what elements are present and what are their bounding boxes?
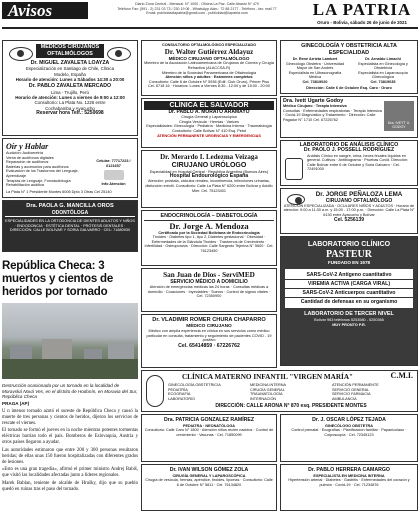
test-item: VIREMIA ACTIVA (CARGA VIRAL) <box>285 279 413 288</box>
test-item: SARS-CoV-2 Antígeno cuantitativo <box>306 272 392 278</box>
phone-number: Cel. 73819020 <box>302 79 328 84</box>
ad-clinica-materno-infantil <box>141 370 418 412</box>
clinic-address: DIRECCIÓN: CALLE ARONA N° 870 esq. PRESIDENTE MONTES <box>215 402 367 409</box>
ad-line: Especialidades: Ginecología · Pediatría · Medicina Interna · Traumatología <box>146 124 272 129</box>
ad-subtitle: SERVICIO MÉDICO A DOMICILIO <box>170 279 248 285</box>
ad-title: MÉDICOS CIRUJANOS <box>36 44 104 51</box>
doctor-name: Dr. J. OSCAR LÓPEZ TEJADA <box>312 417 386 423</box>
ad-oftalmologos <box>2 40 138 136</box>
ad-title: LABORATORIO DE ANÁLISIS CLÍNICO <box>299 142 399 148</box>
ad-description: Tiroides · Diabetes tipo 1, tipo 2, Diabetes gestacional · Obesidad · Enfermedades de la Glándula Tiroides · Trastornos de Crecimiento · Infertilidad · Osteoporosis · Dirección: Calle Sargento Tejerina N° 5600 · Cel. 76123450 <box>144 235 274 253</box>
ad-line: Miembro de la Asociación Latinoamericana de Cirujanos de Córnea y Cirugía Refractiva (ALACCSA-R) <box>144 61 274 70</box>
ad-line: Cirugía General y Laparoscópica <box>181 115 237 120</box>
doctor-name: Dr. René Arrieta Lambert <box>292 57 338 61</box>
ad-description: Análisis Clínico en sangre, orina, heces fecales líquidos en general. Cultivos · Antibiograma · Pruebas Covid. Dirección: Calle Bolívar entre 6 de Octubre y Soria Galvarro · Cel. 72491000 <box>307 153 409 172</box>
doctor-name: Dr. IVAN WILSON GÓMEZ ZOLA <box>169 467 249 473</box>
ad-clinica-salvador <box>141 98 277 148</box>
service-item: Reparación de audífonos <box>6 160 49 165</box>
section-title: Avisos <box>2 2 88 19</box>
services-right <box>332 383 414 401</box>
service-item: CIRUGÍA GENERAL <box>250 387 285 392</box>
trees-shape <box>2 359 138 379</box>
service-item: PEDIATRÍA <box>168 387 188 392</box>
doctor-name: Dr. PABLO HERRERA CAMARGO <box>308 467 390 473</box>
service-item: MEDICINA INTERNA <box>250 383 287 387</box>
doctor-credential: Certificado por la Sociedad Boliviana de Endocrinología <box>158 230 260 235</box>
service-item: Venta de audífonos digitales <box>6 155 54 160</box>
service-item: SERVICIO FARMACIA <box>332 392 371 397</box>
lab-level: LABORATORIO DE TERCER NIVEL <box>304 311 394 317</box>
service-item: TRAUMATOLOGÍA <box>250 392 283 397</box>
ad-consultorio-gutierrez <box>141 40 277 96</box>
ad-ugarte-godoy <box>280 96 418 138</box>
doctor-name: Dr. MIGUEL ZAVALETA LOAYZA <box>30 60 110 66</box>
business-name: PASTEUR <box>326 249 372 260</box>
business-name: Oír y Hablar <box>6 142 49 151</box>
doctor-specialty: CIRUJANO OFTALMÓLOGO <box>325 197 393 204</box>
doctor-specialty: PEDIATRA · NEONATÓLOGA <box>182 423 236 428</box>
header-info-line: Diario Zona Central - Mensual. N° 1000 - Oficina La Paz. Calle Abasto N° 470 <box>135 2 259 6</box>
ad-title: LABORATORIO CLÍNICO <box>307 241 391 248</box>
services-left <box>168 383 246 401</box>
ad-pediatra <box>141 414 277 462</box>
service-item: Terapias de Lenguaje, Fonoaudiología <box>6 178 71 183</box>
doctor-credential: Especialización en Santiago de Chile, Clínica <box>25 66 115 72</box>
ad-title: CLÍNICA EL SALVADOR <box>144 101 274 110</box>
doctor-credential: Especialidad en Hospital Central · República Argentina (Buenos Aires) <box>149 169 269 174</box>
office-address: Cochabamba y Ayacucho <box>45 105 95 111</box>
newspaper-logo: LA PATRIA <box>312 0 412 19</box>
doctor-name: Dr. PABLO ZAVALETA MERCADO <box>28 83 112 90</box>
phone-number: Cel. 73819035 <box>370 79 396 84</box>
doctor-name: Dr. Merardo I. Ledezma Veizaga <box>160 153 258 161</box>
business-name: San Juan de Dios - ServiMED <box>163 271 255 279</box>
eye-icon <box>107 47 131 61</box>
doctor-name: Dra. Ivett Ugarte Godoy <box>283 98 344 104</box>
service-item: LABORATORIO <box>168 396 196 401</box>
contact-block <box>91 159 136 187</box>
ad-line: Miembro de la Sociedad Panamericana de Oftalmología <box>161 70 257 75</box>
photo-caption: Destrucción ocasionada por un tornado en la localidad de Moravská Nová Ves, en el distrito de Hodonín, en Moravia del Sur, República Checa <box>2 383 138 400</box>
ad-title: GINECOLOGÍA Y OBSTETRICIA ALTA ESPECIALIDAD <box>301 43 397 56</box>
ad-laboratorio-pasteur <box>280 236 418 366</box>
clinic-name: CLÍNICA MATERNO INFANTIL "VIRGEN MARÍA" <box>181 373 354 381</box>
mother-child-icon <box>146 375 164 407</box>
doctor-name: Dr. Arnaldo Limachi <box>365 57 401 61</box>
eye-icon <box>9 47 33 61</box>
office-address: Dirección: Calle 6 de Octubre Esq. Caro · Oruro <box>306 86 392 91</box>
news-article <box>2 260 138 512</box>
ad-line: Cel. 6718 16 · Horarios: Lunes a Viernes 8:30 - 12:00 y de 15:00 - 20:00 <box>148 84 270 89</box>
office-address: La Plata N° 1 Presidente Montes 6006 Dpto 3 Otras Cel 25140 <box>6 190 112 195</box>
ad-ginecologia <box>280 40 418 94</box>
phone-number: Cel. 65414859 · 67226762 <box>178 343 240 350</box>
service-item: ATENCIÓN PERMANENTE <box>332 383 379 387</box>
ad-description: Atención de emergencias médicas las 24 horas · Consultas médicas a domicilio · Curaciones · Inyectables · Sueros · Control de signos vitales · Cel. 72350900 <box>147 285 271 299</box>
doctor-specialty: CIRUGÍA GENERAL Y LAPAROSCÓPICA <box>172 473 246 478</box>
service-item: Rehabilitación auditiva <box>6 183 44 188</box>
eye-icon <box>287 194 305 205</box>
header-info <box>92 2 302 16</box>
office-address: Bolívar 963 teléfonos 5253580 - 5250366 <box>314 318 384 322</box>
ad-description: Cirugía de vesícula, hernias, apéndice, tiroides, lipomas · Consultorio: Calle 6 de Octubre N° 5811 · Cel. 76134820 <box>145 478 273 487</box>
doctor-name: Dr. PAOLO J. POSSELL RODRÍGUEZ <box>303 147 395 154</box>
page-header <box>0 0 420 38</box>
service-item: Evaluación de los Trastornos del Lenguaje, Aprendizaje <box>6 169 79 178</box>
article-paragraph: Marek Bablan, teniente de alcalde de Hrušky, dijo que su pueblo quedó en ruinas tras el paso del tornado. <box>2 480 138 492</box>
phone-number: Cel. 5256139 <box>333 216 365 223</box>
ad-cirujano-gomez <box>141 464 277 511</box>
building-shape <box>42 339 72 361</box>
service-item: INTERNACIÓN <box>250 396 277 401</box>
test-item: SARS-CoV-2 Anticuerpos cuantitativo <box>285 288 413 297</box>
ad-description: Control prenatal · Ecografías · Planificación familiar · Papanicolaou · Colposcopía · Cel. 72345123 <box>291 428 407 437</box>
ad-description: Hipertensión arterial · Diabetes · Gastritis · Enfermedades del corazón y pulmón · Covid-19 · Cel. 71234876 <box>288 478 410 487</box>
office-hours: Horario de atención: Lunes a Sábados 14:30 a 20:00 <box>15 77 125 82</box>
ad-line: Atención niños y adultos · Exámenes completos <box>165 75 253 80</box>
doctor-credential: Lima - Trujillo, Perú <box>51 89 89 95</box>
doctor-specialty: Médico Cirujano · Terapia Intensiva <box>283 104 347 109</box>
ad-penaloza <box>280 188 418 234</box>
ad-line: Cirugía Vesícula · Hernias · Varices <box>179 119 239 124</box>
ad-description: ATENCIÓN ESPECIALIZADA · OCULARES NIÑOS Y ADULTOS · Horario de atención: 9:00 a 11:30 a.m. y 15:00 - 17:00 p.m. · Dirección: Calle La Plata N° 6130 entre Ayacucho y Bolívar <box>283 203 415 217</box>
ad-endocrinologia <box>141 210 277 266</box>
doctor-name: Dr. JORGE PEÑALOZA LEMA <box>315 191 403 198</box>
doctor-specialty: CIRUJANO URÓLOGO <box>171 161 247 169</box>
ad-header: CONSULTORIO OFTALMOLÓGICO ESPECIALIZADO <box>161 43 257 47</box>
doctor-name: Dra. PAOLA G. MANCILLA OROS <box>26 203 114 209</box>
doctor-photo <box>384 101 414 131</box>
doctor-specialty: MÉDICO CIRUJANO <box>186 324 232 329</box>
doctor-specialty: ESPECIALISTA EN MEDICINA INTERNA <box>313 473 385 478</box>
header-info-line: Teléfono Fax: (591 - 2) 231 03 73 / 230 19 06 - WhatsApp Adm.: 72 88 2177 - Teléfono - fax: mail 77 <box>117 6 277 11</box>
ad-line: Consultorio: Calle 6 de Octubre N° 5936 (Edif. Club Oruro), Primer Piso <box>148 79 270 84</box>
doctor-credential: Especialista en Ultrasonografía Médica <box>288 70 342 80</box>
ad-internista-herrera <box>280 464 418 511</box>
ad-title: OFTALMÓLOGOS <box>36 51 104 58</box>
ad-note: ATENCIÓN PERMANENTE URGENCIAS Y EMERGENCIAS <box>157 133 261 138</box>
test-list <box>285 269 413 308</box>
microscope-icon <box>285 158 303 180</box>
test-item: Cantidad de defensas en su organismo <box>285 297 413 306</box>
ad-line: Consultorio: Calle Bolívar N° 410 Esq. Petot <box>171 129 247 134</box>
ad-ginecologo-lopez <box>280 414 418 462</box>
article-headline: República Checa: 3 muertos y cientos de heridos por tornado <box>2 260 114 298</box>
article-paragraph: Las autoridades estimaron que entre 200 y 300 personas resultaron heridas; de ellas unas 150 fueron hospitalizadas con diferentes grados de lesiones. <box>2 447 138 465</box>
article-byline: PRAGA (AP) <box>2 400 30 406</box>
ad-servimed <box>141 268 277 312</box>
doctor-credential: Modelo, España <box>54 71 86 77</box>
clinic-badge: C.M.I. <box>390 371 413 380</box>
doctor-right <box>351 57 415 85</box>
article-paragraph: U n intenso tornado azotó el sureste de República Checa y causó la muerte de tres personas y cientos de heridos, dijeron los servicios de rescate el viernes. <box>2 408 138 426</box>
doctor-name: Dr. Jorge A. Mendoza <box>169 220 249 231</box>
service-list <box>6 151 88 188</box>
article-paragraph: El tornado se formó el jueves en la noche mientras potentes tormentas eléctricas barrían todo el país. Bomberos de Eslovaquia, Austria y otros países llegaron a ayudar. <box>2 428 138 446</box>
ad-header: ENDOCRINOLOGÍA – DIABETOLOGÍA <box>144 213 274 221</box>
ad-oir-hablar <box>2 138 138 198</box>
header-rule <box>2 27 418 29</box>
office-address: Consultorio: La Plata No. 1225 entre <box>34 100 106 106</box>
phone-number: Reservar hora Telf.: 5250698 <box>36 109 104 116</box>
doctor-specialty: ODONTÓLOGA <box>5 210 135 217</box>
doctor-credential: Especialista en Ginecología y Obstetricia <box>358 61 408 71</box>
hospital-name: Hospital Endourológico España <box>169 173 249 180</box>
service-item: AMBULANCIA <box>332 396 357 401</box>
doctor-specialty: MÉDICO CIRUJANO OFTALMÓLOGO <box>168 56 250 62</box>
ad-description: Médico con amplia experiencia en clínica en sus servicios como médico particular en consulta, tratamiento y seguimiento de pacientes COVID - 19 positivo <box>146 329 272 343</box>
ad-description: Atención: próstata, cálculos renales, incontinencia, infecciones urinarias, disfunción eréctil. Consultorio: Calle La Plata N° 6200 entre Bolívar y Adolfo Mier. Cel. 75123401 <box>145 179 273 193</box>
ad-note: MUY PRONTO P.R. <box>332 322 366 327</box>
doctor-specialty: GINECÓLOGO OBSTETRA <box>324 423 374 428</box>
founded-year: FUNDADO EN 1978 <box>327 260 371 265</box>
service-item: Audición: Audiometría <box>6 151 43 155</box>
hearing-aid-icon <box>104 170 124 180</box>
ad-description: Consultas · Enfermedades respiratorias · Terapia Intensiva · Covid-19 Diagnóstico y Tratamiento · Dirección: Calle Pagador N° 1710 Cel. 67226762 <box>283 108 382 123</box>
ad-odontologa <box>2 200 138 252</box>
doctor-credential: Ginecólogo Obstetra · Universidad Mayor de San Andrés <box>285 61 345 71</box>
ad-chura-chaparro <box>141 314 277 368</box>
doctor-credential: Especialista en Laparoscopía Ginecológica <box>358 70 408 80</box>
doctor-name: Dr. PABLO A. MORATO ARAMAYO <box>168 109 250 115</box>
photo-label: Dra. IVETT U. GODOY <box>387 121 411 130</box>
services-mid <box>250 383 328 401</box>
tornado-photo <box>2 303 138 379</box>
service-item: GINECOLOGÍA OBSTETRICIA <box>168 383 221 387</box>
header-info-line: Email: publicidadlapatria@gmail.com - publicidad@lapatria.com <box>146 11 248 16</box>
publication-date: Oruro - Bolivia, sábado 26 de junio de 2021 <box>317 20 407 25</box>
ad-laboratorio-possell <box>280 140 418 186</box>
service-item: ECOGRAFÍA <box>168 392 191 397</box>
contact-label: Info Atención <box>101 182 126 187</box>
ad-urologo <box>141 150 277 208</box>
article-body <box>2 409 138 493</box>
doctor-name: Dr. Walter Gutiérrez Aldayuz <box>164 47 254 56</box>
ad-description: ESPECIALIDADES EN LA ORTODONCIA DE DIENTES ADULTOS Y NIÑOS · ENDODONCIA · ESTÉTICA DENTAL · PRÓTESIS DENTALES · DIRECCIÓN: CALLE BOLÍVAR Y SORIA GALVARRO · CEL: 71880930 <box>5 219 135 233</box>
article-paragraph: «Esto es una gran tragedia», afirmó el primer ministro Andrej Babiš, que visitó las localidades afectadas junto a líderes regionales. <box>2 467 138 479</box>
ad-description: Consultorio: Calle Caro N° 1800 · Atención niños recién nacidos · Control de crecimiento · Vacunas · Cel. 71850099 <box>144 428 274 437</box>
office-hours: Horario de atención: Lunes a viernes de 9:00 a 12:00 <box>15 95 125 100</box>
doctor-name: Dra. PATRICIA GONZALEZ RAMÍREZ <box>163 417 255 423</box>
doctor-name: Dr. VLADIMIR ROMER CHURA CHAPARRO <box>152 317 266 323</box>
doctor-left <box>283 57 347 85</box>
service-item: SERVICIO GENERAL <box>332 387 370 392</box>
service-item: Baterías y accesorios para audífonos <box>6 164 69 169</box>
phone-number: Celular: 77717223 / 6121657 <box>96 159 131 168</box>
